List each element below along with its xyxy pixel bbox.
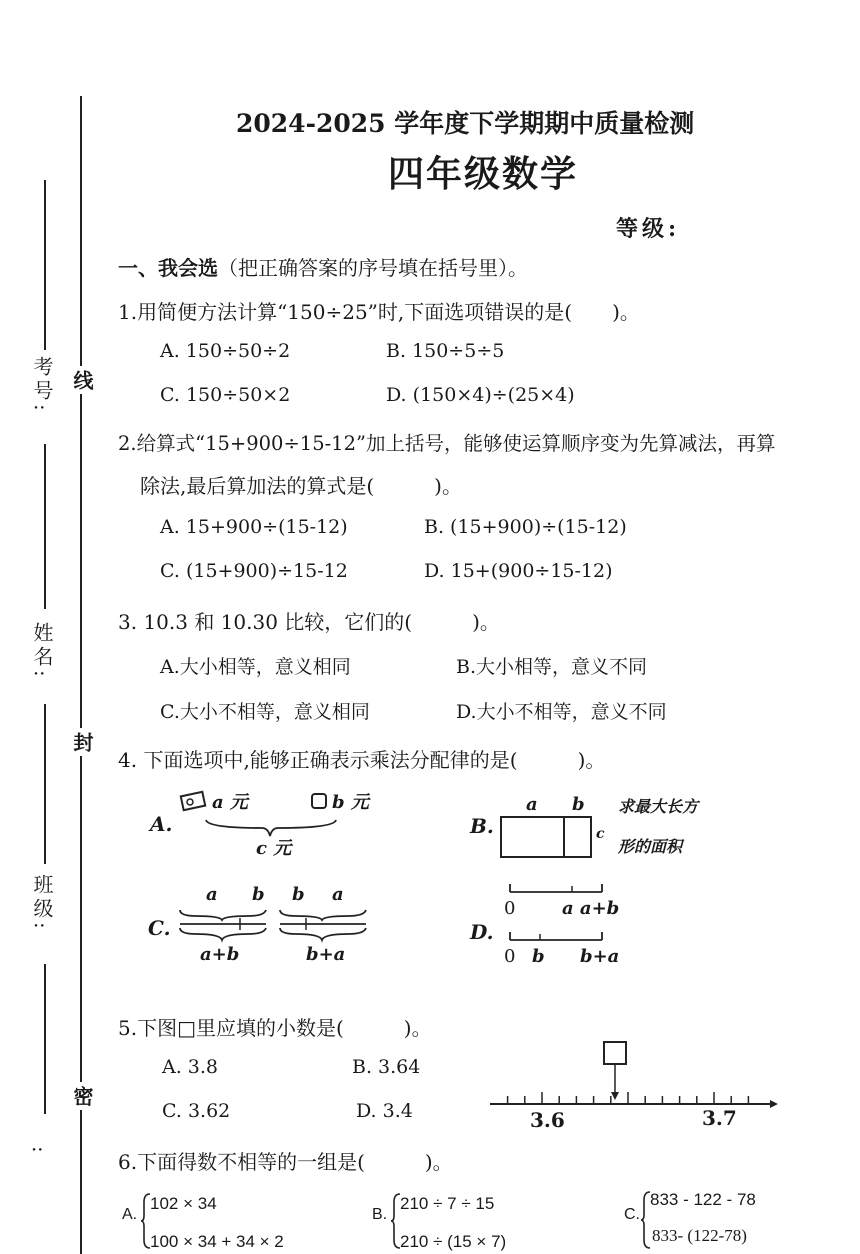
fig-a-letter: A. <box>150 812 173 836</box>
fig-d-top-zero: 0 <box>504 898 516 919</box>
q5-option-c: C. 3.62 <box>162 1100 231 1122</box>
q3-stem: 3. 10.3 和 10.30 比较，它们的( )。 <box>118 610 500 634</box>
fig-c-drawing <box>176 904 372 944</box>
class-label: 班级: <box>30 874 54 933</box>
fig-c-letter: C. <box>148 916 171 940</box>
exam-no-underline <box>44 180 46 350</box>
fig-a-label-c: c 元 <box>256 838 292 859</box>
axis-arrow-icon <box>770 1100 778 1108</box>
fig-c-bottom-1: a+b <box>200 944 240 965</box>
q6-c-line1: 833 - 122 - 78 <box>650 1190 756 1209</box>
fig-b-letter: B. <box>470 814 494 838</box>
answer-box <box>604 1042 626 1064</box>
fig-b-label-b: b <box>572 794 585 815</box>
fig-d-bottom-b: b <box>532 946 545 967</box>
q1-option-a: A. 150÷50÷2 <box>160 340 291 362</box>
pencil-sharpener-icon <box>181 792 205 810</box>
q2-stem-line1: 2.给算式“15+900÷15-12”加上括号，能够使运算顺序变为先算减法，再算 <box>118 432 776 455</box>
fig-d-bottom-zero: 0 <box>504 946 516 967</box>
q6-a-line2: 100 × 34 + 34 × 2 <box>150 1232 284 1251</box>
grade-label: 等级: <box>616 216 681 242</box>
q1-option-c: C. 150÷50×2 <box>160 384 291 406</box>
q6-c-letter: C. <box>624 1206 640 1223</box>
q6-a-letter: A. <box>122 1206 138 1223</box>
binding-line <box>80 96 82 1254</box>
seal-mi: 密 <box>68 1082 97 1110</box>
corner-mark: : <box>28 1146 52 1157</box>
pointer-arrow-head <box>611 1092 619 1100</box>
q6-a-line1: 102 × 34 <box>150 1194 217 1213</box>
q2-stem-line2: 除法,最后算加法的算式是( )。 <box>140 474 462 498</box>
fig-c-top-3: b <box>292 884 305 905</box>
fig-b-rectangle <box>500 816 596 860</box>
q4-stem: 4. 下面选项中,能够正确表示乘法分配律的是( )。 <box>118 748 606 772</box>
fig-c-top-2: b <box>252 884 265 905</box>
q2-option-a: A. 15+900÷(15-12) <box>160 516 348 538</box>
subject-title: 四年级数学 <box>388 153 579 195</box>
fig-b-label-c: c <box>596 826 605 842</box>
q5-option-b: B. 3.64 <box>352 1056 421 1078</box>
q1-option-d: D. (150×4)÷(25×4) <box>386 384 575 406</box>
fig-c-top-4: a <box>332 884 344 905</box>
fig-b-caption-2: 形的面积 <box>618 837 683 856</box>
exam-title: 2024-2025 学年度下学期期中质量检测 <box>236 109 695 138</box>
name-label: 姓名: <box>30 622 54 681</box>
class-underline <box>44 704 46 864</box>
q6-b-line2: 210 ÷ (15 × 7) <box>400 1232 507 1251</box>
q5-option-d: D. 3.4 <box>356 1100 413 1122</box>
q3-option-d: D.大小不相等，意义不同 <box>456 701 667 723</box>
q3-option-b: B.大小相等，意义不同 <box>456 656 648 678</box>
fig-c-bottom-2: b+a <box>306 944 346 965</box>
fig-c-top-1: a <box>206 884 218 905</box>
exam-no-label: 考号: <box>30 356 54 415</box>
q6-b-letter: B. <box>372 1206 388 1223</box>
q5-option-a: A. 3.8 <box>162 1056 219 1078</box>
q2-option-b: B. (15+900)÷(15-12) <box>424 516 627 538</box>
q1-stem: 1.用简便方法计算“150÷25”时,下面选项错误的是( )。 <box>118 300 640 324</box>
q6-stem: 6.下面得数不相等的一组是( )。 <box>118 1150 453 1174</box>
fig-a-label-a: a 元 <box>212 792 248 813</box>
q5-stem: 5.下图□里应填的小数是( )。 <box>118 1016 432 1040</box>
q1-option-b: B. 150÷5÷5 <box>386 340 505 362</box>
extra-underline <box>44 964 46 1114</box>
q5-number-line <box>488 1040 780 1110</box>
q6-c-line2: 833- (122-78) <box>652 1226 747 1245</box>
fig-a-label-b: b 元 <box>332 792 369 813</box>
q3-option-c: C.大小不相等，意义相同 <box>160 701 370 723</box>
numberline-right-label: 3.7 <box>702 1106 737 1130</box>
fig-b-label-a: a <box>526 794 538 815</box>
axis-ticks <box>508 1092 749 1104</box>
q2-option-c: C. (15+900)÷15-12 <box>160 560 348 582</box>
section-heading-note: （把正确答案的序号填在括号里）。 <box>218 256 528 280</box>
q2-option-d: D. 15+(900÷15-12) <box>424 560 613 582</box>
fig-b-caption-1: 求最大长方 <box>618 797 699 816</box>
numberline-left-label: 3.6 <box>530 1108 565 1132</box>
section-heading <box>118 252 528 281</box>
eraser-icon <box>312 794 326 808</box>
q6-b-line1: 210 ÷ 7 ÷ 15 <box>400 1194 495 1213</box>
fig-d-letter: D. <box>470 920 494 944</box>
seal-xian: 线 <box>68 366 97 394</box>
section-heading-bold: 一、我会选 <box>118 256 218 280</box>
name-underline <box>44 444 46 609</box>
fig-d-top-labels: a a+b <box>562 898 620 919</box>
q3-option-a: A.大小相等，意义相同 <box>160 656 351 678</box>
seal-feng: 封 <box>68 728 97 756</box>
fig-d-bottom-ba: b+a <box>580 946 620 967</box>
